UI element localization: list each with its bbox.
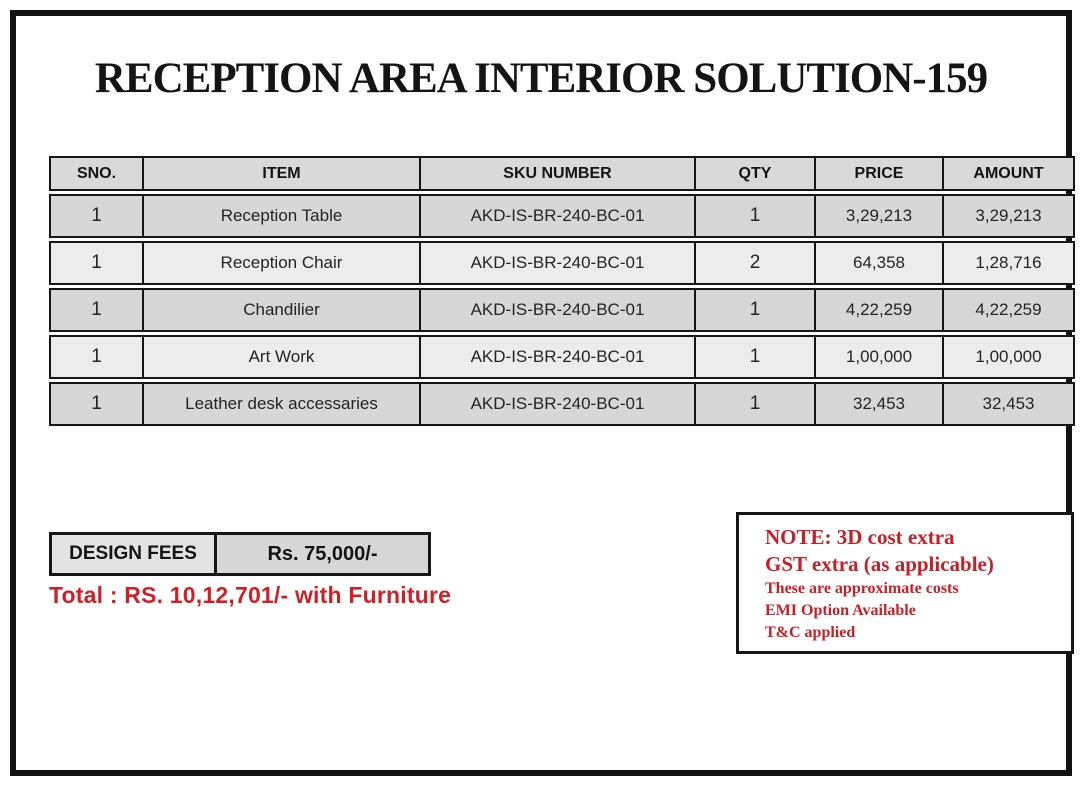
cell-item: Chandilier [144,290,421,330]
table-row [49,288,1075,332]
header-price: PRICE [816,158,944,189]
cell-amount: 32,453 [982,394,1035,413]
note-line: NOTE: 3D cost extra [765,525,955,549]
cell-qty: 1 [696,337,816,377]
note-line: These are approximate costs [765,580,959,597]
cell-sku: AKD-IS-BR-240-BC-01 [421,337,696,377]
header-sno: SNO. [51,158,144,189]
cell-sno: 1 [51,290,144,330]
cell-sno: 1 [51,384,144,424]
design-fees-box [49,532,431,576]
cell-item: Leather desk accessaries [144,384,421,424]
page-title: RECEPTION AREA INTERIOR SOLUTION-159 [94,55,988,102]
price-table [49,156,1075,429]
cell-amount: 1,00,000 [975,347,1042,366]
cell-price: 64,358 [816,243,944,283]
note-line: T&C applied [765,624,856,641]
cell-price: 3,29,213 [816,196,944,236]
table-header-row [49,156,1075,191]
cell-sno: 1 [51,243,144,283]
cell-sku: AKD-IS-BR-240-BC-01 [421,290,696,330]
cell-qty: 1 [696,384,816,424]
cell-sku: AKD-IS-BR-240-BC-01 [421,196,696,236]
cell-amount: 3,29,213 [975,206,1042,225]
cell-amount: 4,22,259 [975,300,1042,319]
header-amount: AMOUNT [973,164,1044,182]
table-row [49,241,1075,285]
cell-sku: AKD-IS-BR-240-BC-01 [421,384,696,424]
design-fees-label: DESIGN FEES [52,535,217,573]
cell-qty: 1 [696,196,816,236]
cell-price: 1,00,000 [816,337,944,377]
table-row [49,382,1075,426]
cell-item: Art Work [144,337,421,377]
cell-qty: 1 [696,290,816,330]
cell-sku: AKD-IS-BR-240-BC-01 [421,243,696,283]
table-row [49,335,1075,379]
header-item: ITEM [144,158,421,189]
cell-item: Reception Chair [144,243,421,283]
header-qty: QTY [696,158,816,189]
cell-price: 32,453 [816,384,944,424]
header-sku: SKU NUMBER [421,158,696,189]
design-fees-value: Rs. 75,000/- [217,535,428,573]
note-box [736,512,1074,654]
cell-amount: 1,28,716 [975,253,1042,272]
cell-sno: 1 [51,196,144,236]
cell-qty: 2 [696,243,816,283]
note-line: GST extra (as applicable) [765,552,994,576]
cell-item: Reception Table [144,196,421,236]
table-row [49,194,1075,238]
page-border-frame [10,10,1072,776]
note-line: EMI Option Available [765,602,916,619]
total-line: Total : RS. 10,12,701/- with Furniture [49,582,452,608]
cell-price: 4,22,259 [816,290,944,330]
cell-sno: 1 [51,337,144,377]
